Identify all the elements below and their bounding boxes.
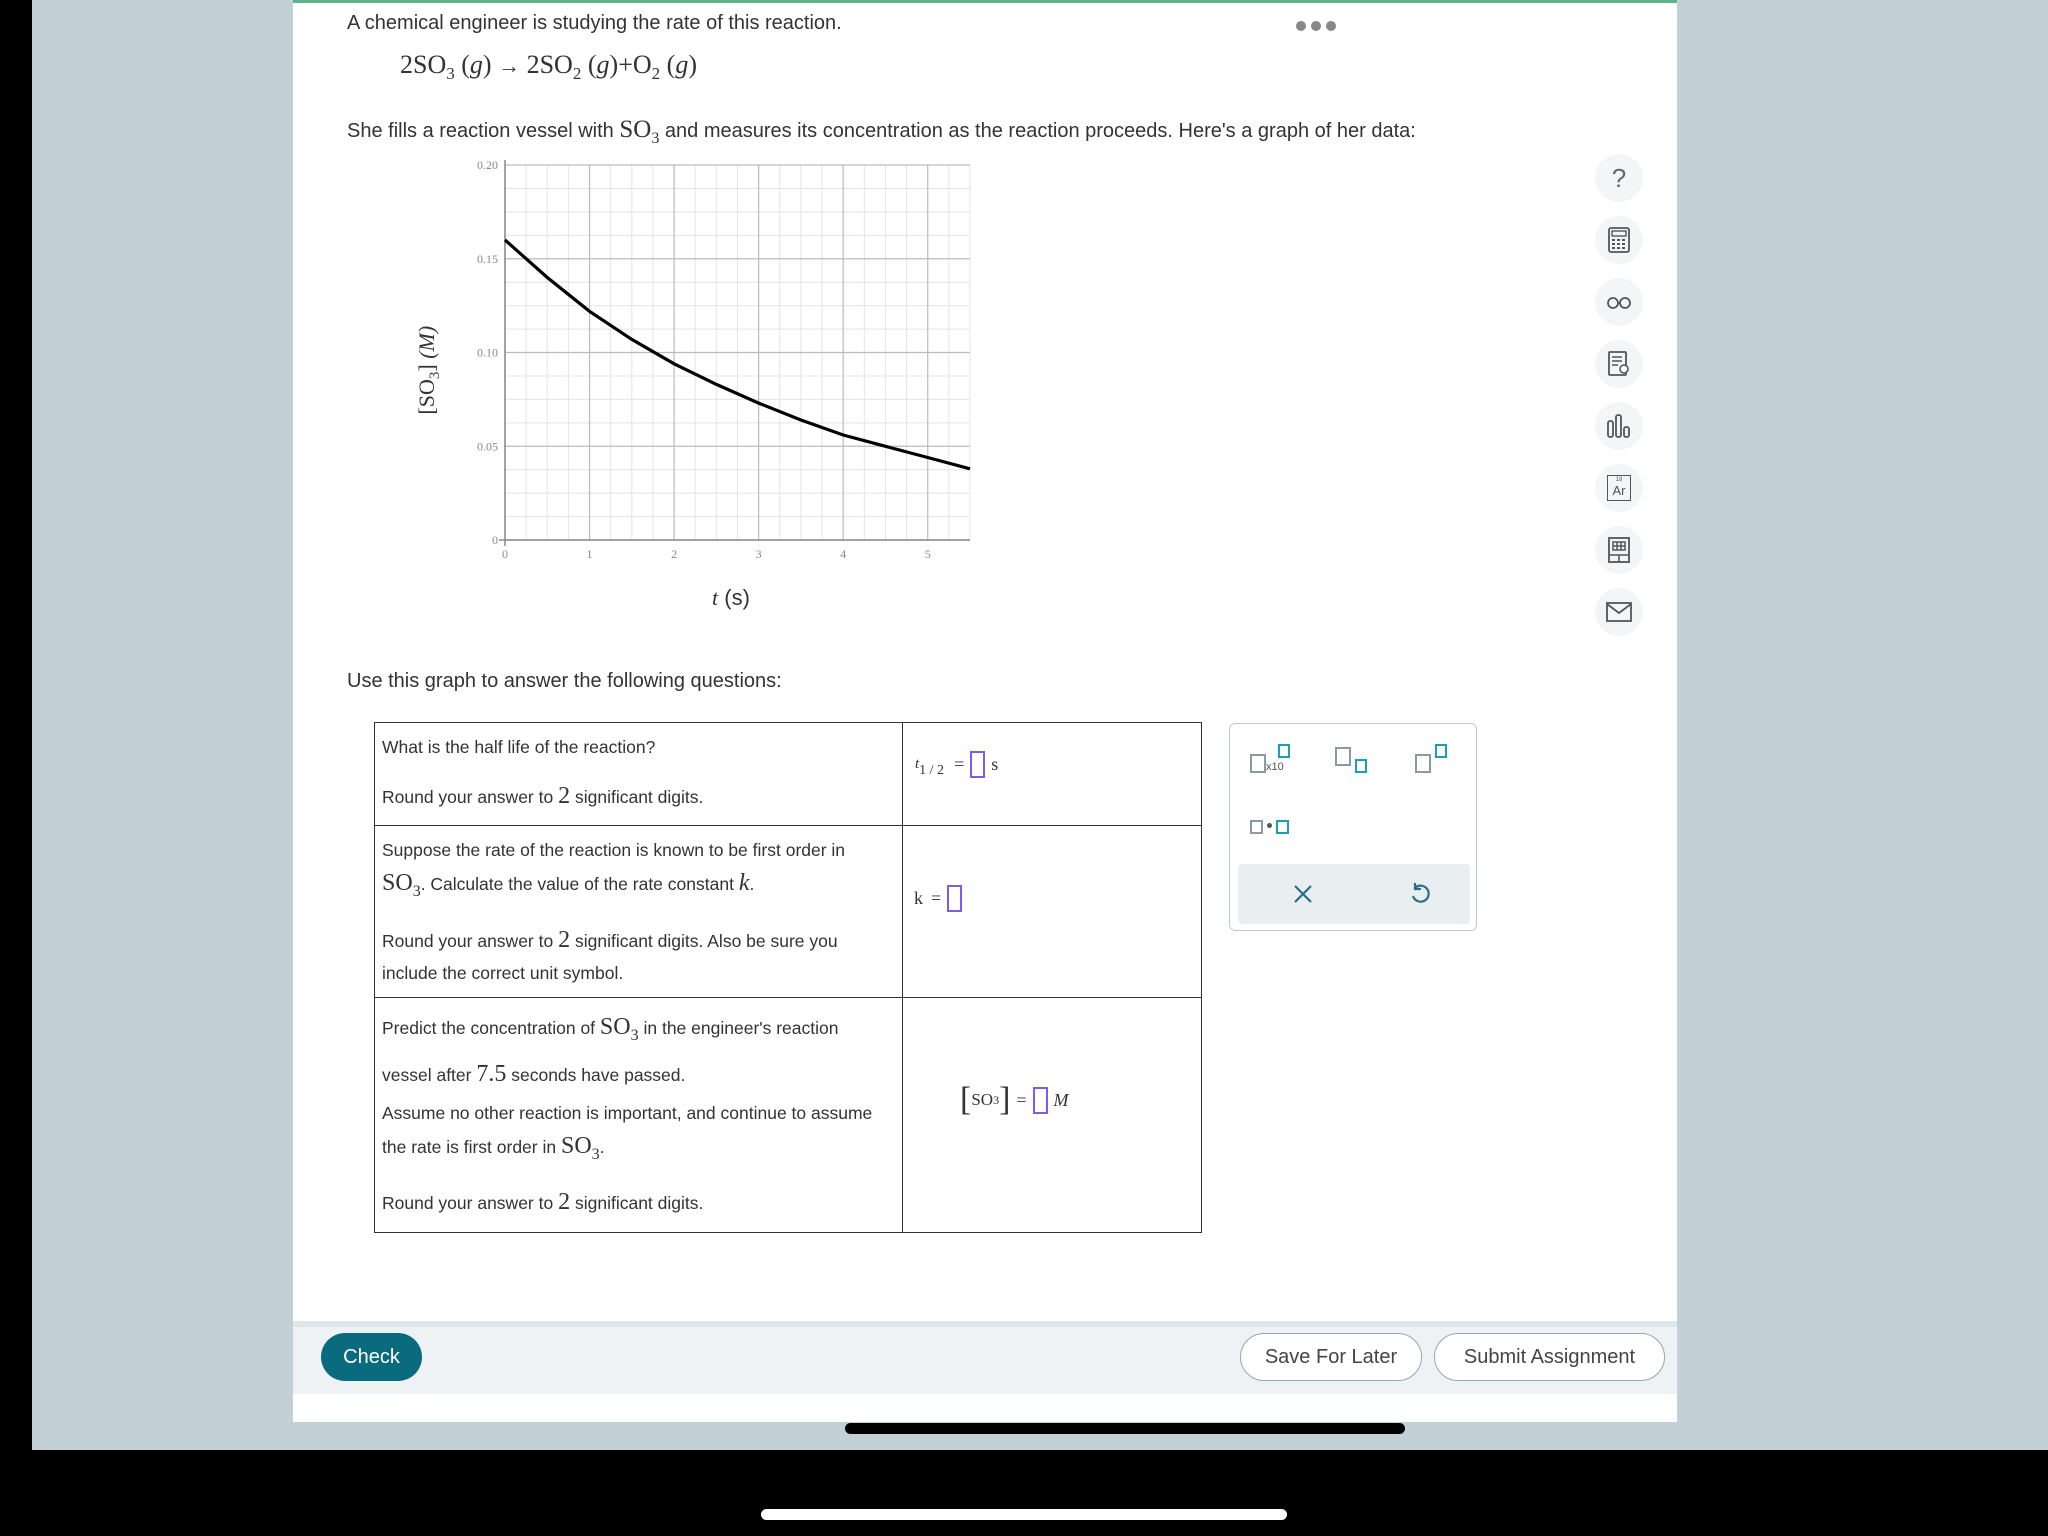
y-tick-label: 0 [492, 533, 498, 547]
y-axis-label: $[SO_3]$ (M) [413, 325, 444, 415]
question-rate-constant: Suppose the rate of the reaction is known to be first order in $SO_3$. Calculate the value of the rate constant k. Round your answer to 2 significant digits. Also be sure you include the correct unit symbol. [375, 826, 903, 998]
x-axis-label: t (s) [712, 585, 750, 610]
save-for-later-button[interactable]: Save For Later [1240, 1333, 1422, 1381]
rate-constant-input[interactable] [947, 885, 962, 912]
home-indicator [761, 1509, 1287, 1520]
scientific-notation-button[interactable]: x10 [1250, 744, 1294, 780]
periodic-table-icon[interactable]: 18 Ar [1595, 464, 1643, 512]
answer-half-life-cell: t $_{1 / 2}$ = s [903, 723, 1202, 826]
x-tick-label: 0 [502, 547, 508, 561]
half-life-input[interactable] [970, 751, 985, 778]
multiply-dot-button[interactable] [1250, 816, 1294, 852]
help-icon[interactable]: ? [1595, 154, 1643, 202]
y-tick-label: 0.20 [477, 160, 498, 172]
question-concentration: Predict the concentration of $SO_3$ in the engineer's reaction vessel after 7.5 seconds have passed. Assume no other reaction is important, and continue to assume the rate is first order in $SO_3$. Round your answer to 2 significant digits. [375, 998, 903, 1233]
intro-line: A chemical engineer is studying the rate of this reaction. [347, 12, 842, 34]
use-graph-text: Use this graph to answer the following questions: [347, 670, 782, 692]
subscript-button[interactable] [1335, 744, 1379, 780]
reaction-equation: $2SO_3$ $(g) \to 2SO_2$ $(g)+O_2$ (g) [400, 50, 697, 84]
questions-table [374, 722, 1202, 1233]
glasses-icon[interactable] [1595, 278, 1643, 326]
home-indicator-inner [845, 1423, 1405, 1434]
math-toolbox [1229, 723, 1477, 931]
concentration-input[interactable] [1033, 1087, 1048, 1114]
intro-vessel-line: She fills a reaction vessel with $SO_3$ and measures its concentration as the reaction proceeds. Here's a graph of her data: [347, 116, 1416, 147]
question-half-life: What is the half life of the reaction? Round your answer to 2 significant digits. [375, 723, 903, 826]
check-button[interactable]: Check [321, 1333, 422, 1381]
clear-icon[interactable] [1283, 874, 1323, 914]
reference-icon[interactable] [1595, 526, 1643, 574]
x-tick-label: 1 [586, 547, 593, 561]
concentration-chart [405, 160, 1005, 570]
x-tick-label: 3 [755, 547, 762, 561]
undo-icon[interactable] [1400, 874, 1440, 914]
y-tick-label: 0.15 [477, 251, 498, 266]
answer-concentration-cell: [ SO 3 ] = M [903, 998, 1202, 1233]
y-tick-label: 0.05 [477, 439, 498, 454]
submit-assignment-button[interactable]: Submit Assignment [1434, 1333, 1665, 1381]
x-tick-label: 5 [924, 547, 931, 561]
table-row [375, 826, 1202, 998]
table-row [375, 723, 1202, 826]
toolbox-actions [1238, 864, 1470, 924]
more-options-icon[interactable] [1296, 21, 1336, 31]
data-chart-icon[interactable] [1595, 402, 1643, 450]
mail-icon[interactable] [1595, 588, 1643, 636]
answer-rate-constant-cell: k = [903, 826, 1202, 998]
y-tick-label: 0.10 [477, 345, 498, 360]
x-tick-label: 2 [671, 547, 678, 561]
calculator-icon[interactable] [1595, 216, 1643, 264]
table-row [375, 998, 1202, 1233]
superscript-button[interactable] [1415, 744, 1459, 780]
notes-icon[interactable] [1595, 340, 1643, 388]
x-tick-label: 4 [840, 547, 847, 561]
